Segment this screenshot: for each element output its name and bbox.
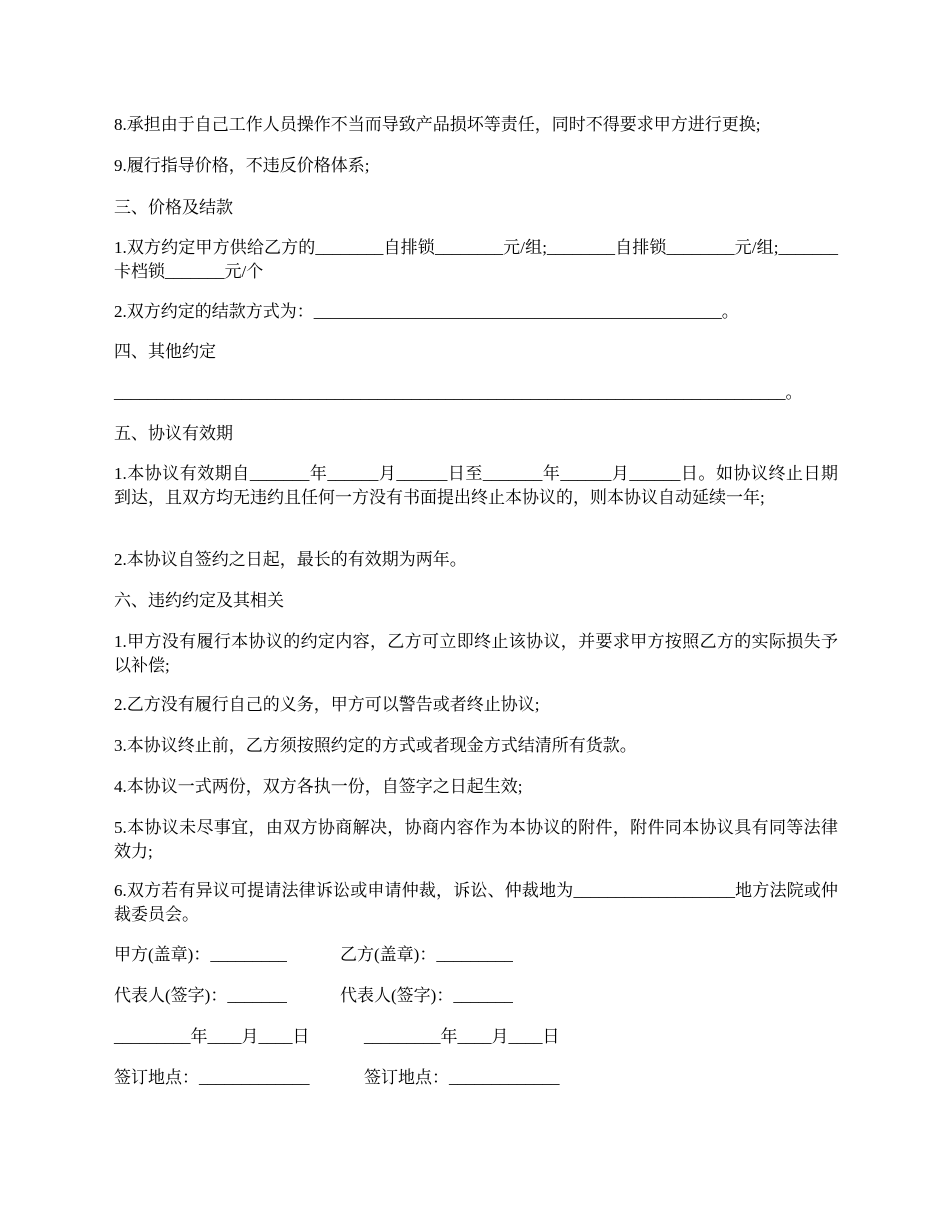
other-terms-blank-line: _______________________________________________________________________________。: [114, 383, 803, 402]
party-b-representative-line: 代表人(签字)：_______: [340, 986, 513, 1005]
section-heading-validity: 五、协议有效期: [114, 424, 233, 443]
signature-representative-row: [114, 984, 838, 1008]
section-heading-breach: 六、违约约定及其相关: [114, 591, 284, 610]
breach-clause-2: 2.乙方没有履行自己的义务，甲方可以警告或者终止协议;: [114, 695, 540, 714]
price-clause-2-payment: 2.双方约定的结款方式为：________________________________________________。: [114, 302, 739, 321]
breach-clause-6: 6.双方若有异议可提请法律诉讼或申请仲裁，诉讼、仲裁地为___________________地方法院或仲裁委员会。: [114, 881, 838, 924]
breach-clause-3: 3.本协议终止前，乙方须按照约定的方式或者现金方式结清所有货款。: [114, 736, 637, 755]
breach-clause-5: 5.本协议未尽事宜，由双方协商解决，协商内容作为本协议的附件，附件同本协议具有同等法律效力;: [114, 818, 838, 861]
clause-8-responsibility: 8.承担由于自己工作人员操作不当而导致产品损坏等责任，同时不得要求甲方进行更换;: [114, 115, 761, 134]
section-heading-price-settlement: 三、价格及结款: [114, 198, 233, 217]
signature-date-row: [114, 1025, 838, 1049]
party-b-seal-line: 乙方(盖章)：_________: [340, 945, 513, 964]
clause-9-pricing: 9.履行指导价格，不违反价格体系;: [114, 156, 370, 175]
party-a-date-line: _________年____月____日: [114, 1027, 310, 1046]
validity-clause-2: 2.本协议自签约之日起，最长的有效期为两年。: [114, 550, 467, 569]
section-heading-other-terms: 四、其他约定: [114, 342, 216, 361]
party-a-representative-line: 代表人(签字)：_______: [114, 986, 287, 1005]
breach-clause-1: 1.甲方没有履行本协议的约定内容，乙方可立即终止该协议，并要求甲方按照乙方的实际损失予以补偿;: [114, 632, 838, 675]
party-a-place-line: 签订地点：_____________: [114, 1068, 310, 1087]
party-b-place-line: 签订地点：_____________: [364, 1068, 560, 1087]
signature-seal-row: [114, 943, 838, 967]
price-clause-1: 1.双方约定甲方供给乙方的________自排锁________元/组;________自排锁________元/组;_______卡档锁_______元/个: [114, 238, 838, 281]
signature-place-row: [114, 1066, 838, 1090]
party-b-date-line: _________年____月____日: [364, 1027, 560, 1046]
validity-clause-1: 1.本协议有效期自_______年______月______日至_______年______月______日。如协议终止日期到达，且双方均无违约且任何一方没有书面提出终止本协议的，则本协议自动延续一年;: [114, 464, 838, 507]
breach-clause-4: 4.本协议一式两份，双方各执一份，自签字之日起生效;: [114, 777, 523, 796]
party-a-seal-line: 甲方(盖章)：_________: [114, 945, 287, 964]
